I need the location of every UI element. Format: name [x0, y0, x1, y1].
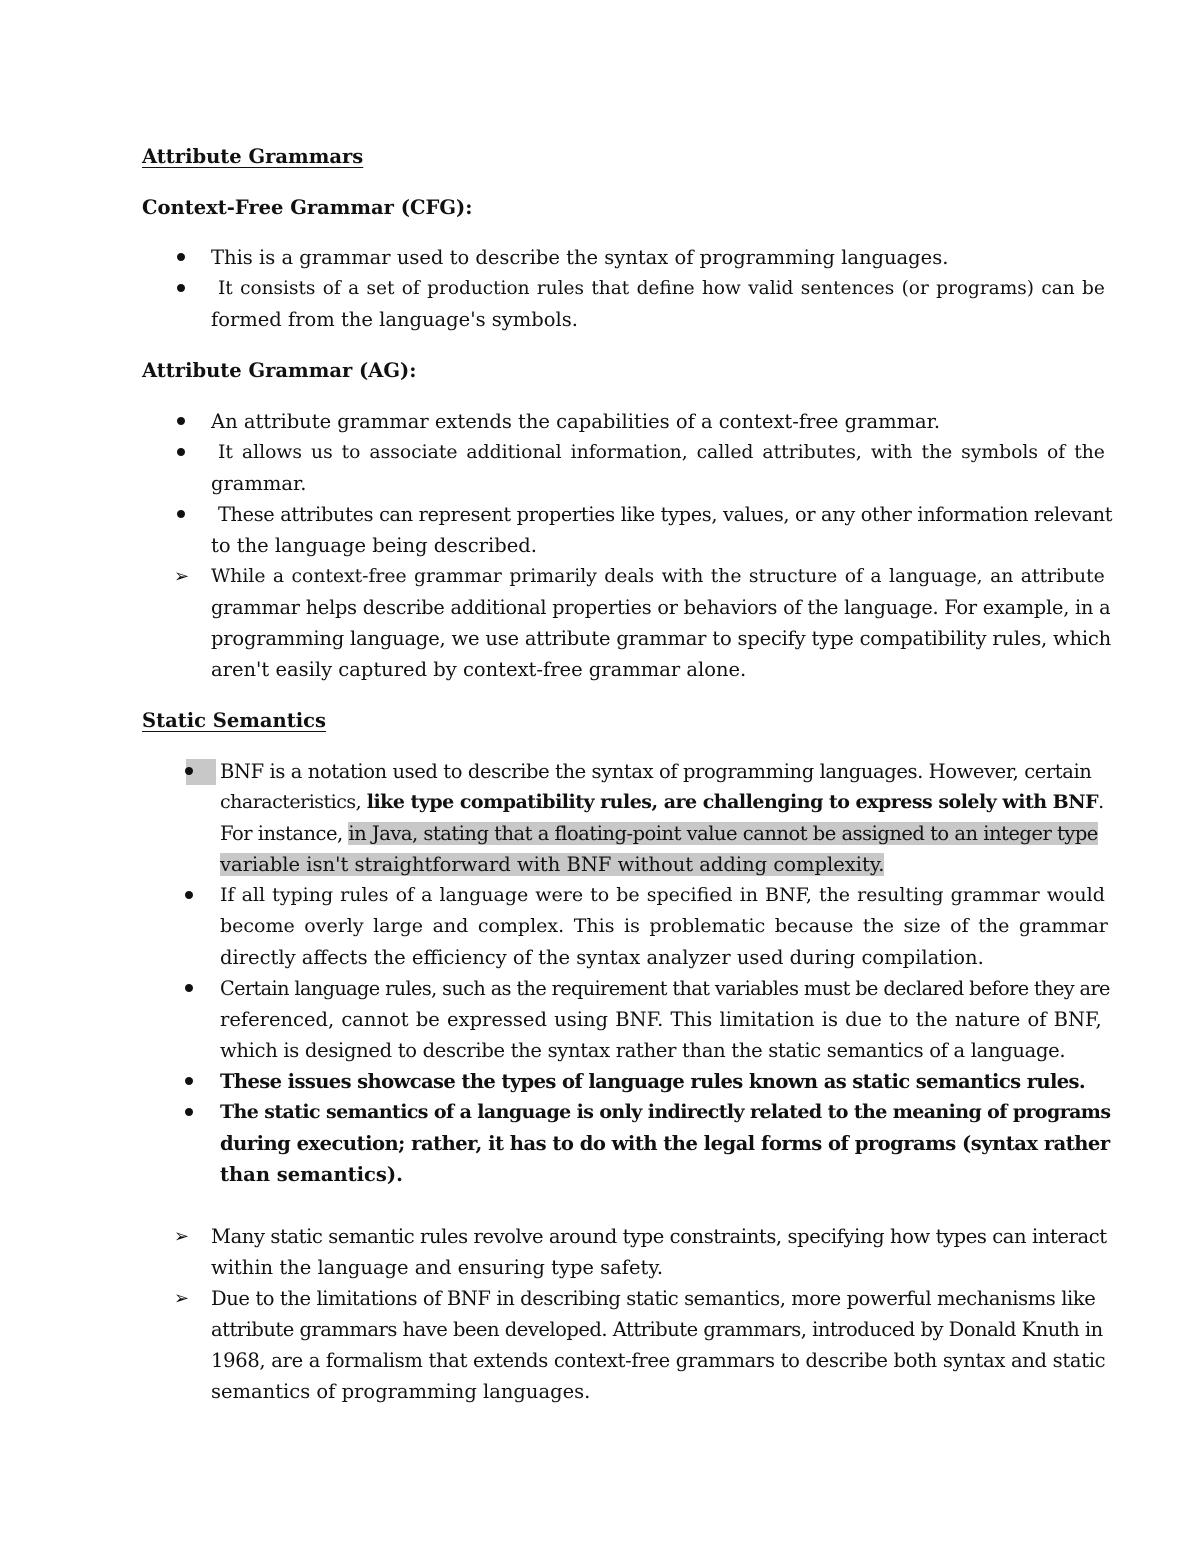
ss-bullet-1-line-1: BNF is a notation used to describe the syntax of programming languages. However, certain [220, 760, 1092, 783]
bullet-icon [177, 284, 185, 292]
ag-bullet-2-line-2: grammar. [211, 472, 307, 495]
ss-arrow-1-line-2: within the language and ensuring type safety. [211, 1256, 664, 1279]
ag-bullet-1: An attribute grammar extends the capabilities of a context-free grammar. [211, 410, 941, 433]
page-title: Attribute Grammars [142, 145, 364, 168]
ag-arrow-line-2: grammar helps describe additional properties or behaviors of the language. For example, in a [211, 596, 1111, 619]
bullet-icon [177, 417, 185, 425]
ss-bullet-1-line-2-bold: like type compatibility rules, are challenging to express solely with BNF [366, 791, 1099, 813]
ss-bullet-5-line-3: than semantics). [220, 1163, 403, 1186]
ss-bullet-2-line-3: directly affects the efficiency of the syntax analyzer used during compilation. [220, 946, 984, 969]
ss-arrow-2-line-2: attribute grammars have been developed. Attribute grammars, introduced by Donald Knuth in [211, 1318, 1103, 1341]
arrow-bullet-icon: ➢ [174, 1226, 190, 1247]
ss-bullet-1-line-4-highlight: variable isn't straightforward with BNF without adding complexity. [220, 853, 885, 876]
bullet-icon [185, 891, 193, 899]
cfg-bullet-1: This is a grammar used to describe the syntax of programming languages. [211, 246, 949, 269]
ss-bullet-3-line-2: referenced, cannot be expressed using BNF. This limitation is due to the nature of BNF, [220, 1008, 1102, 1031]
ss-bullet-4: These issues showcase the types of language rules known as static semantics rules. [220, 1070, 1086, 1093]
bullet-icon [185, 984, 193, 992]
ag-arrow-line-4: aren't easily captured by context-free grammar alone. [211, 658, 747, 681]
ag-arrow-line-3: programming language, we use attribute grammar to specify type compatibility rules, which [211, 627, 1111, 650]
ss-bullet-2-line-2: become overly large and complex. This is problematic because the size of the grammar [220, 915, 1108, 937]
ss-bullet-1-line-2-plain: characteristics, [220, 791, 367, 813]
bullet-icon [177, 510, 185, 518]
ss-bullet-3-line-1: Certain language rules, such as the requirement that variables must be declared before they are [220, 977, 1110, 1000]
ss-bullet-1-line-3-highlight: in Java, stating that a floating-point value cannot be assigned to an integer type [348, 822, 1098, 845]
ss-arrow-2-line-1: Due to the limitations of BNF in describing static semantics, more powerful mechanisms like [211, 1287, 1096, 1310]
static-semantics-heading: Static Semantics [142, 709, 327, 732]
ss-bullet-1-line-3 [220, 818, 1098, 849]
bullet-icon [185, 1077, 193, 1085]
bullet-icon [185, 1108, 193, 1116]
ag-bullet-2-line-1: It allows us to associate additional information, called attributes, with the symbols of the [218, 442, 1105, 463]
bullet-icon [185, 767, 193, 775]
ss-arrow-2-line-3: 1968, are a formalism that extends context-free grammars to describe both syntax and static [211, 1349, 1106, 1372]
ss-arrow-2-line-4: semantics of programming languages. [211, 1380, 591, 1403]
cfg-bullet-2-line-1: It consists of a set of production rules that define how valid sentences (or programs) can be [218, 278, 1105, 299]
ss-bullet-5-line-1: The static semantics of a language is only indirectly related to the meaning of programs [220, 1101, 1111, 1123]
ss-bullet-2-line-1: If all typing rules of a language were to be specified in BNF, the resulting grammar would [220, 884, 1105, 906]
bullet-icon [177, 253, 185, 261]
ss-arrow-1-line-1: Many static semantic rules revolve around type constraints, specifying how types can interact [211, 1225, 1107, 1248]
ss-bullet-1-line-4 [220, 849, 884, 880]
ss-bullet-1-line-2-end: . [1098, 791, 1104, 813]
cfg-heading: Context-Free Grammar (CFG): [142, 196, 473, 219]
ag-bullet-3-line-1: These attributes can represent properties like types, values, or any other information relevant [218, 503, 1113, 526]
ag-bullet-3-line-2: to the language being described. [211, 534, 537, 557]
arrow-bullet-icon: ➢ [174, 566, 190, 587]
arrow-bullet-icon: ➢ [174, 1288, 190, 1309]
ss-bullet-1-line-2 [220, 787, 1104, 818]
ss-bullet-3-line-3: which is designed to describe the syntax rather than the static semantics of a language. [220, 1039, 1066, 1062]
ss-bullet-5-line-2: during execution; rather, it has to do with the legal forms of programs (syntax rather [220, 1132, 1110, 1155]
bullet-icon [177, 448, 185, 456]
cfg-bullet-2-line-2: formed from the language's symbols. [211, 308, 578, 331]
ag-arrow-line-1: While a context-free grammar primarily deals with the structure of a language, an attribute [211, 566, 1105, 587]
ss-bullet-1-line-3-plain: For instance, [220, 822, 349, 845]
ag-heading: Attribute Grammar (AG): [142, 359, 417, 382]
